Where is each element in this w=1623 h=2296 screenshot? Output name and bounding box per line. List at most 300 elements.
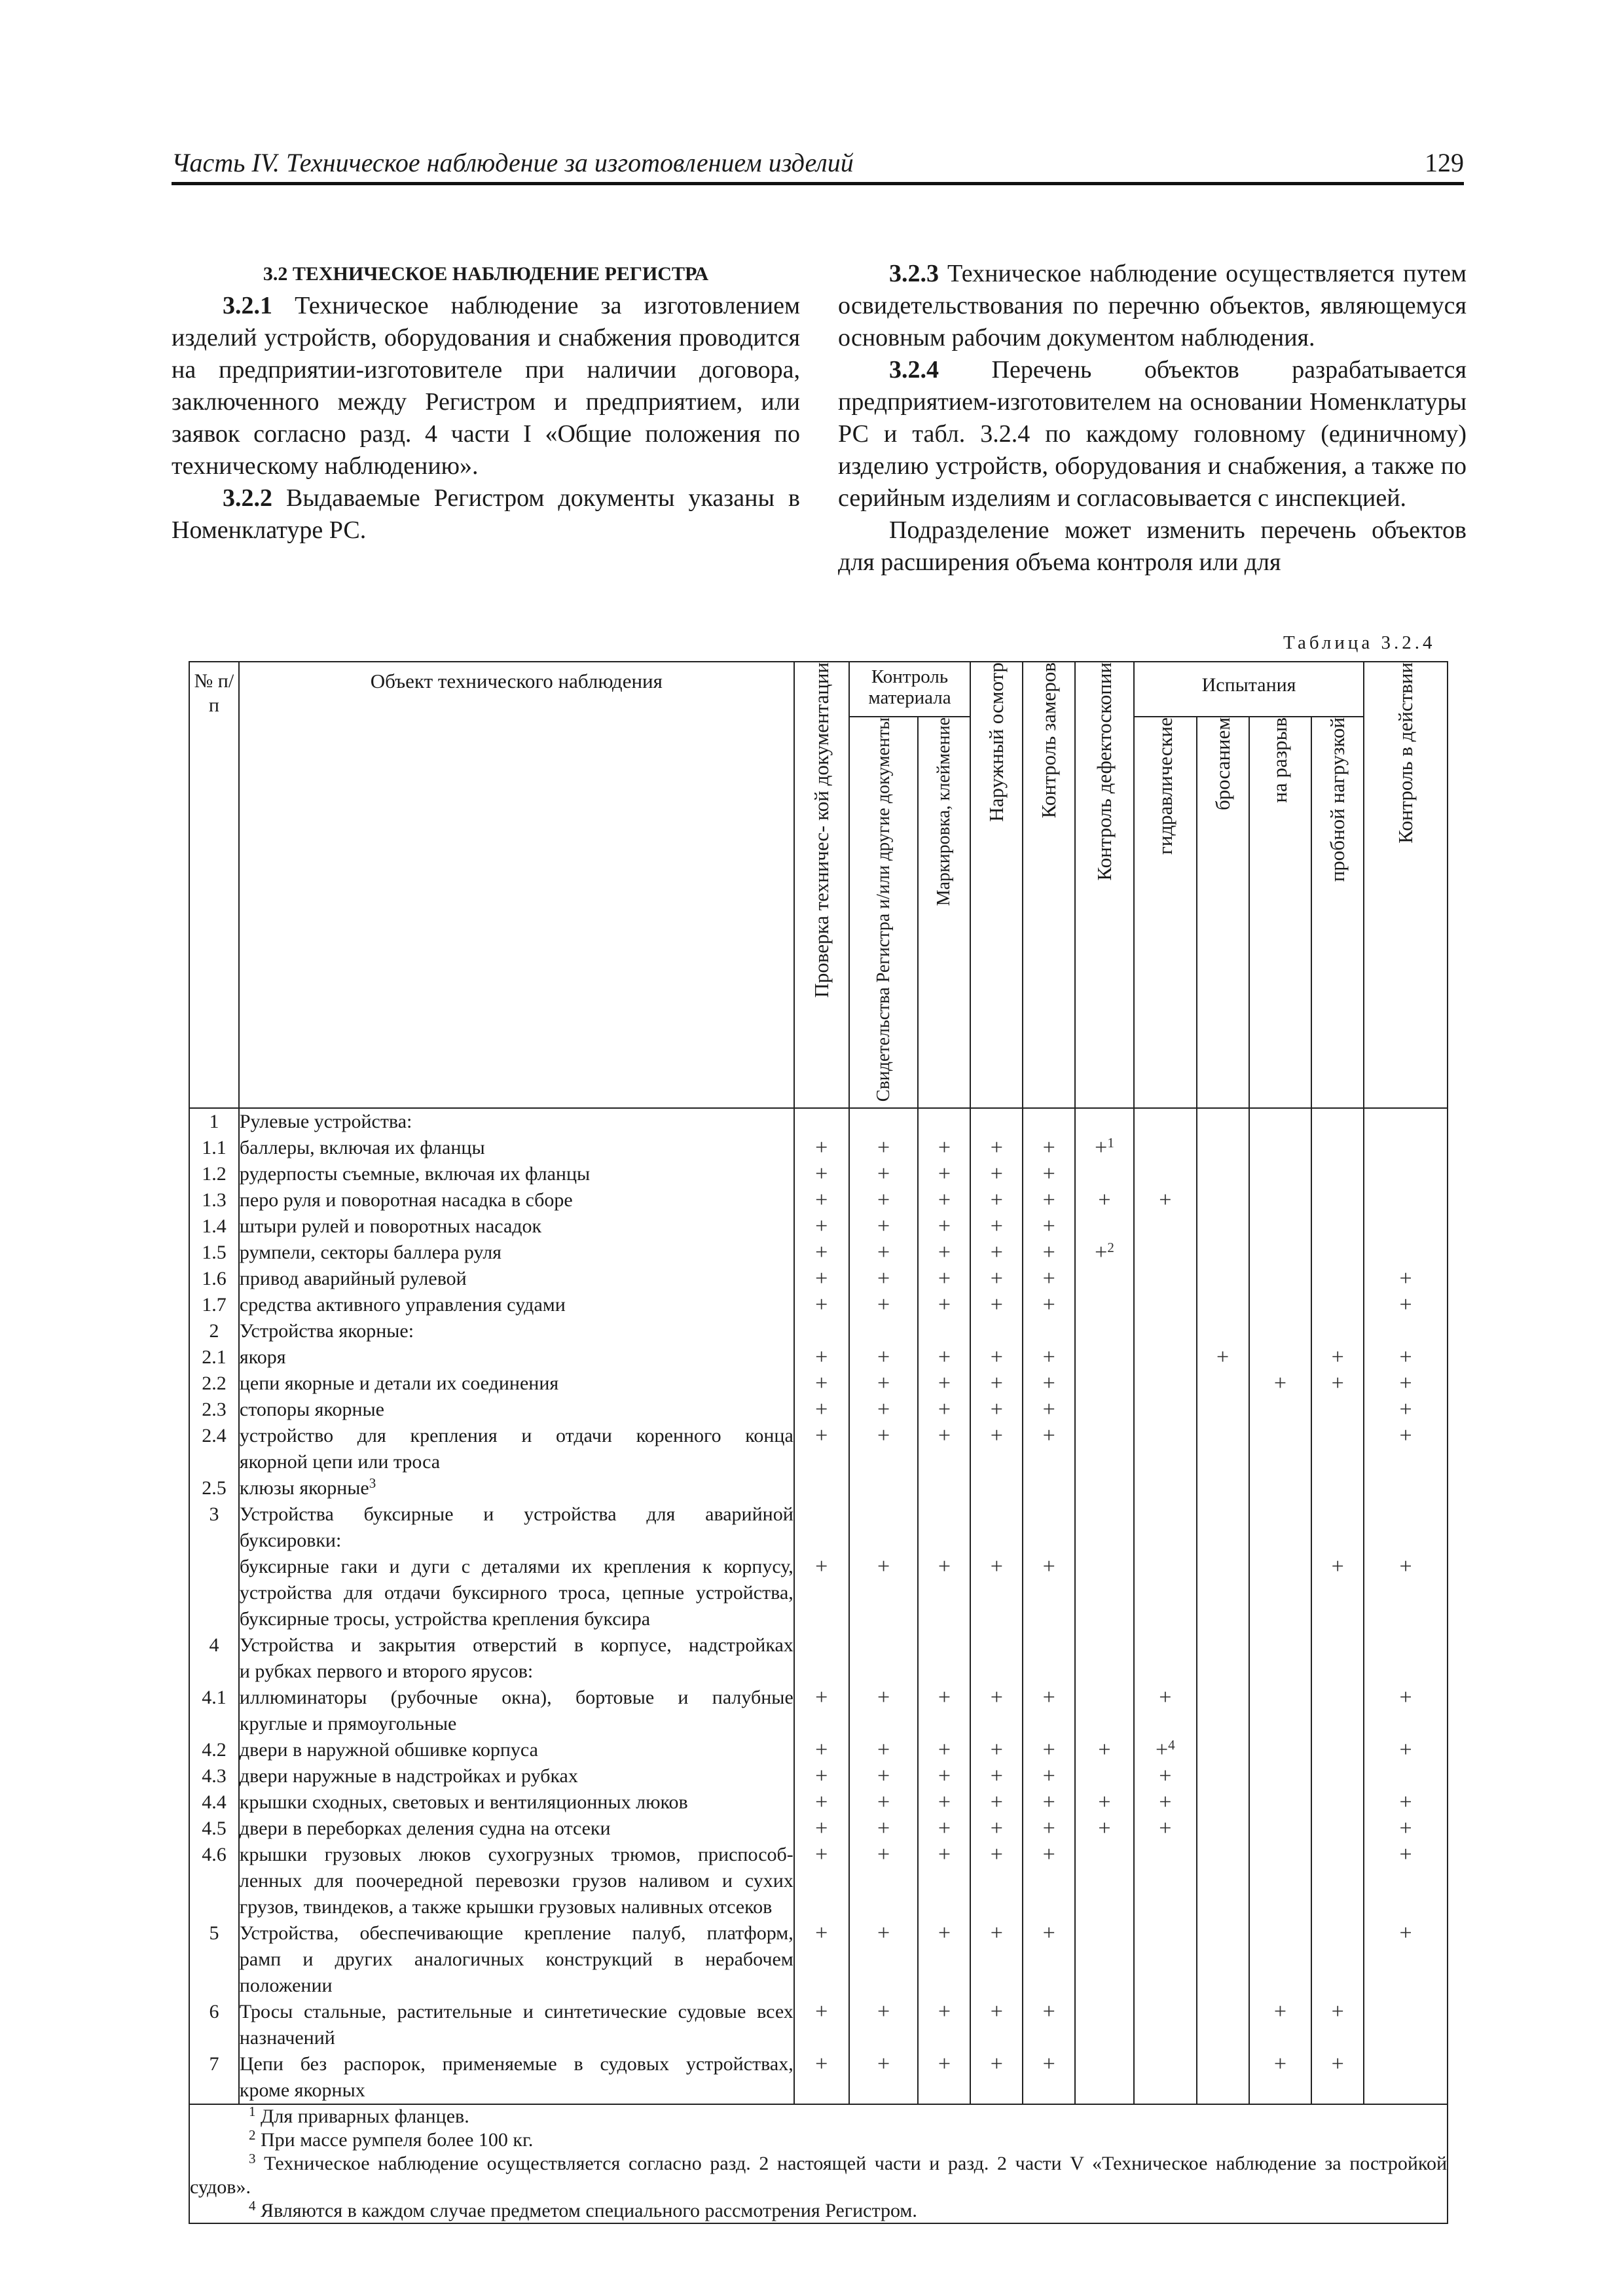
mark-slot	[1197, 1397, 1249, 1423]
mark-slot	[1076, 1868, 1133, 1894]
mark-slot	[795, 1632, 848, 1659]
object-line: румпели, секторы баллера руля	[239, 1242, 501, 1264]
plus-mark: +	[938, 1738, 951, 1763]
mark-slot	[1135, 1580, 1196, 1606]
row-number	[190, 1554, 238, 1580]
mark-slot	[1023, 1973, 1074, 1999]
plus-mark: +	[1159, 1790, 1172, 1815]
right-column	[838, 258, 1467, 579]
mark-slot	[1023, 1816, 1074, 1842]
mark-slot	[1023, 1763, 1074, 1789]
mark-slot	[1135, 1318, 1196, 1344]
col-drop: бросанием	[1197, 717, 1249, 1108]
col-hydraulic: гидравлические	[1134, 717, 1197, 1108]
plus-mark: +	[1331, 1371, 1344, 1396]
mark-slot	[1135, 1789, 1196, 1816]
mark-slot	[795, 1318, 848, 1344]
mark-slot	[1312, 1240, 1363, 1266]
plus-mark: +	[1399, 1790, 1412, 1815]
mark-slot	[971, 2025, 1022, 2051]
mark-slot	[1197, 1554, 1249, 1580]
mark-slot	[1076, 1580, 1133, 1606]
mark-slot	[1197, 1371, 1249, 1397]
object-line: буксировки:	[239, 1530, 342, 1552]
mark-slot	[971, 1580, 1022, 1606]
mark-slot	[1250, 1449, 1311, 1475]
mark-slot	[1197, 1318, 1249, 1344]
mark-slot	[971, 1606, 1022, 1632]
footnote: $^4$ Являются в каждом случае предметом специального рассмотрения Регистром.	[249, 2198, 917, 2222]
mark-slot	[1312, 1973, 1363, 1999]
mark-slot	[1197, 1266, 1249, 1292]
plus-mark: +	[1399, 1345, 1412, 1370]
mark-slot	[1076, 1763, 1133, 1789]
col-num: № п/п	[189, 662, 239, 1108]
plus-mark: +	[815, 1764, 828, 1789]
plus-mark: +	[1098, 1816, 1111, 1841]
mark-slot	[1076, 2025, 1133, 2051]
mark-slot	[850, 1109, 918, 1135]
mark-slot	[1312, 1161, 1363, 1187]
table-row	[189, 1108, 1448, 2104]
mark-slot	[1197, 1711, 1249, 1737]
mark-slot	[919, 1109, 970, 1135]
plus-mark: +	[815, 1554, 828, 1579]
mark-slot	[1312, 1109, 1363, 1135]
mark-slot	[919, 1161, 970, 1187]
object-line: штыри рулей и поворотных насадок	[239, 1215, 542, 1238]
mark-slot	[971, 1292, 1022, 1318]
object-line: двери наружные в надстройках и рубках	[239, 1765, 578, 1787]
mark-slot	[1250, 1685, 1311, 1711]
mark-slot	[1023, 1606, 1074, 1632]
mark-slot	[919, 1763, 970, 1789]
mark-slot	[971, 1999, 1022, 2025]
mark-slot	[1312, 2025, 1363, 2051]
plus-mark: +	[990, 1266, 1003, 1291]
mark-slot	[1364, 1397, 1447, 1423]
mark-slot	[971, 1711, 1022, 1737]
row-number: 1.4	[202, 1215, 227, 1238]
row-number: 4.1	[202, 1687, 227, 1709]
mark-slot	[1364, 2077, 1447, 2104]
object-line: стопоры якорные	[239, 1399, 384, 1421]
plus-mark: +	[1042, 1790, 1055, 1815]
row-number	[190, 1659, 238, 1685]
plus-mark: +	[938, 1397, 951, 1422]
mark-slot	[919, 1659, 970, 1685]
mark-slot	[1364, 2051, 1447, 2077]
mark-slot	[1250, 1135, 1311, 1161]
plus-mark: +	[938, 1554, 951, 1579]
mark-slot	[795, 1999, 848, 2025]
col-material-control: Контроль материала	[849, 662, 971, 717]
mark-slot	[1023, 1266, 1074, 1292]
mark-slot	[1135, 1685, 1196, 1711]
row-number	[190, 1894, 238, 1920]
mark-slot	[1023, 1475, 1074, 1501]
mark-slot	[971, 2077, 1022, 2104]
mark-slot	[1197, 1632, 1249, 1659]
mark-slot	[850, 1894, 918, 1920]
mark-slot	[1364, 1109, 1447, 1135]
plus-mark: +	[938, 1371, 951, 1396]
footnote-ref: 1	[1107, 1135, 1114, 1151]
mark-slot	[1197, 1973, 1249, 1999]
mark-slot	[919, 1423, 970, 1449]
mark-slot	[1250, 2077, 1311, 2104]
mark-slot	[1250, 1920, 1311, 1946]
mark-slot	[971, 1135, 1022, 1161]
mark-slot	[1364, 1449, 1447, 1475]
row-number	[190, 1946, 238, 1973]
mark-slot	[795, 1763, 848, 1789]
object-line: клюзы якорные$^3$	[239, 1475, 376, 1499]
row-number: 6	[209, 2001, 219, 2023]
mark-slot	[1023, 1554, 1074, 1580]
row-number: 1.7	[202, 1294, 227, 1316]
plus-mark: +	[1399, 1293, 1412, 1318]
mark-slot	[1076, 1397, 1133, 1423]
mark-slot	[1364, 1973, 1447, 1999]
mark-slot	[1197, 1816, 1249, 1842]
row-number: 1.5	[202, 1242, 227, 1264]
mark-slot	[795, 1685, 848, 1711]
mark-slot	[1023, 1737, 1074, 1763]
mark-slot	[1135, 1135, 1196, 1161]
mark-slot	[1023, 1685, 1074, 1711]
mark-slot	[850, 1789, 918, 1816]
plus-mark: +	[1042, 1424, 1055, 1448]
mark-slot	[1250, 1501, 1311, 1528]
mark-slot	[1197, 1423, 1249, 1449]
mark-cell	[1075, 1108, 1134, 2104]
mark-slot	[919, 1371, 970, 1397]
plus-mark: +	[1098, 1790, 1111, 1815]
mark-slot	[795, 1344, 848, 1371]
mark-slot	[1364, 1501, 1447, 1528]
object-line: устройство для крепления и отдачи коренного конца	[239, 1425, 793, 1447]
plus-mark: +	[815, 1790, 828, 1815]
row-number	[190, 1868, 238, 1894]
mark-slot	[1023, 1920, 1074, 1946]
object-line: и рубках первого и второго ярусов:	[239, 1660, 534, 1683]
paragraph-3-2-1: 3.2.1 Техническое наблюдение за изготовлением изделий устройств, оборудования и снабжения проводится на предприятии-изготовителе при наличии договора, заключенного между Регистром и предприятием, или заявок согласно разд. 4 части I «Общие положения по техническому наблюдению».	[172, 292, 800, 480]
plus-mark: +	[815, 1214, 828, 1239]
plus-mark: +	[877, 1214, 890, 1239]
mark-slot	[1312, 1842, 1363, 1868]
mark-slot	[1135, 1999, 1196, 2025]
object-line: буксирные гаки и дуги с деталями их крепления к корпусу,	[239, 1556, 793, 1578]
mark-slot	[1250, 1213, 1311, 1240]
mark-slot	[850, 2077, 918, 2104]
mark-slot	[1076, 2051, 1133, 2077]
paragraph-3-2-3: 3.2.3 Техническое наблюдение осуществляется путем освидетельствования по перечню объектов, являющемуся основным рабочим документом наблюдения.	[838, 260, 1467, 351]
mark-slot	[919, 2051, 970, 2077]
plus-mark: +	[1399, 1685, 1412, 1710]
mark-slot	[1023, 1894, 1074, 1920]
mark-slot	[850, 1449, 918, 1475]
mark-slot	[795, 1868, 848, 1894]
row-number: 4.5	[202, 1818, 227, 1840]
mark-slot	[1023, 2077, 1074, 2104]
mark-slot	[850, 1528, 918, 1554]
plus-mark: +	[1399, 1921, 1412, 1946]
mark-slot	[1312, 1292, 1363, 1318]
mark-slot	[1076, 1973, 1133, 1999]
plus-mark: +	[938, 1345, 951, 1370]
mark-slot	[795, 1659, 848, 1685]
plus-mark: +	[990, 1764, 1003, 1789]
mark-slot	[1312, 1711, 1363, 1737]
plus-mark: +	[1399, 1397, 1412, 1422]
mark-slot	[1364, 1606, 1447, 1632]
mark-slot	[919, 2025, 970, 2051]
row-number	[190, 1973, 238, 1999]
mark-slot	[850, 2025, 918, 2051]
row-number: 4.2	[202, 1739, 227, 1761]
mark-slot	[1135, 2025, 1196, 2051]
mark-slot	[1312, 1737, 1363, 1763]
mark-slot	[1197, 1292, 1249, 1318]
mark-slot	[919, 1475, 970, 1501]
row-number: 4.4	[202, 1791, 227, 1814]
plus-mark: +	[815, 1738, 828, 1763]
plus-mark: +	[938, 1293, 951, 1318]
mark-slot	[971, 1842, 1022, 1868]
mark-slot	[1197, 1920, 1249, 1946]
mark-slot	[795, 1528, 848, 1554]
mark-slot	[850, 1606, 918, 1632]
mark-slot	[1135, 1449, 1196, 1475]
mark-slot	[919, 1999, 970, 2025]
mark-slot	[1135, 1920, 1196, 1946]
plus-mark: +	[877, 1345, 890, 1370]
mark-slot	[1250, 1292, 1311, 1318]
plus-mark: +	[1399, 1554, 1412, 1579]
mark-slot	[1364, 2025, 1447, 2051]
row-number	[190, 2025, 238, 2051]
plus-mark: +	[990, 1424, 1003, 1448]
table-3-2-4	[189, 661, 1448, 2224]
mark-slot	[850, 2051, 918, 2077]
object-line: крышки грузовых люков сухогрузных трюмов, приспособ-	[239, 1844, 793, 1866]
mark-slot	[971, 1789, 1022, 1816]
plus-mark: +	[1159, 1188, 1172, 1213]
footnote-ref: 4	[1168, 1737, 1175, 1753]
footnote: $^3$ Техническое наблюдение осуществляется согласно разд. 2 настоящей части и разд. 2 части V «Техническое наблюдение за постройкой судов».	[190, 2151, 1447, 2198]
row-number: 7	[209, 2053, 219, 2075]
plus-mark: +	[1216, 1345, 1230, 1370]
mark-slot	[1023, 1946, 1074, 1973]
mark-slot	[1197, 1109, 1249, 1135]
col-ndt: Контроль дефектоскопии	[1075, 662, 1134, 1108]
plus-mark: +	[1095, 1240, 1108, 1265]
mark-slot	[1023, 1397, 1074, 1423]
mark-slot	[1312, 1397, 1363, 1423]
row-number: 2.5	[202, 1477, 227, 1499]
plus-mark: +	[877, 1685, 890, 1710]
plus-mark: +	[1042, 1921, 1055, 1946]
mark-slot	[850, 1920, 918, 1946]
object-line: средства активного управления судами	[239, 1294, 566, 1316]
footnote: $^1$ Для приварных фланцев.	[249, 2104, 469, 2128]
mark-slot	[795, 1423, 848, 1449]
mark-slot	[1250, 1240, 1311, 1266]
mark-slot	[1076, 2077, 1133, 2104]
mark-slot	[971, 1501, 1022, 1528]
mark-slot	[1364, 1842, 1447, 1868]
mark-slot	[1023, 1371, 1074, 1397]
col-operation: Контроль в действии	[1364, 662, 1448, 1108]
row-number	[190, 1606, 238, 1632]
mark-slot	[1364, 1580, 1447, 1606]
mark-slot	[1364, 1161, 1447, 1187]
mark-slot	[1250, 1659, 1311, 1685]
mark-slot	[795, 1973, 848, 1999]
mark-slot	[1197, 2025, 1249, 2051]
mark-slot	[1135, 1737, 1196, 1763]
mark-slot	[1023, 1868, 1074, 1894]
mark-cell	[1311, 1108, 1364, 2104]
mark-slot	[919, 1344, 970, 1371]
mark-slot	[850, 1816, 918, 1842]
table-caption: Таблица 3.2.4	[1283, 632, 1436, 653]
plus-mark: +	[1331, 2000, 1344, 2024]
mark-slot	[1312, 1371, 1363, 1397]
plus-mark: +	[877, 1371, 890, 1396]
plus-mark: +	[877, 2000, 890, 2024]
plus-mark: +	[877, 1397, 890, 1422]
mark-slot	[1250, 1632, 1311, 1659]
mark-slot	[1135, 1397, 1196, 1423]
mark-slot	[1197, 1501, 1249, 1528]
object-line: крышки сходных, световых и вентиляционных люков	[239, 1791, 688, 1814]
mark-slot	[1076, 1946, 1133, 1973]
plus-mark: +	[877, 1293, 890, 1318]
row-number: 2.4	[202, 1425, 227, 1447]
mark-slot	[1364, 1213, 1447, 1240]
plus-mark: +	[1273, 2000, 1287, 2024]
mark-slot	[1076, 1344, 1133, 1371]
mark-slot	[1076, 1318, 1133, 1344]
object-line: иллюминаторы (рубочные окна), бортовые и палубные	[239, 1687, 793, 1709]
plus-mark: +	[815, 1188, 828, 1213]
mark-slot	[919, 1135, 970, 1161]
mark-slot	[1312, 2077, 1363, 2104]
mark-slot	[1250, 1737, 1311, 1763]
mark-slot	[1023, 2025, 1074, 2051]
object-line: положении	[239, 1975, 333, 1997]
plus-mark: +	[877, 1764, 890, 1789]
row-number: 5	[209, 1922, 219, 1945]
mark-slot	[1364, 1554, 1447, 1580]
mark-slot	[1135, 1292, 1196, 1318]
plus-mark: +	[815, 1345, 828, 1370]
plus-mark: +	[815, 1266, 828, 1291]
mark-slot	[971, 1737, 1022, 1763]
mark-slot	[850, 1501, 918, 1528]
mark-slot	[1312, 2051, 1363, 2077]
mark-slot	[1023, 1292, 1074, 1318]
mark-cell	[918, 1108, 970, 2104]
mark-slot	[1023, 1423, 1074, 1449]
mark-slot	[1250, 1894, 1311, 1920]
mark-cell	[1364, 1108, 1448, 2104]
mark-slot	[850, 1213, 918, 1240]
plus-mark: +	[1098, 1188, 1111, 1213]
mark-slot	[1250, 1868, 1311, 1894]
mark-slot	[1076, 1371, 1133, 1397]
plus-mark: +	[815, 2000, 828, 2024]
plus-mark: +	[877, 1266, 890, 1291]
plus-mark: +	[815, 1685, 828, 1710]
mark-slot	[1197, 1213, 1249, 1240]
mark-slot	[1076, 1475, 1133, 1501]
mark-slot	[1364, 1240, 1447, 1266]
mark-slot	[971, 1632, 1022, 1659]
plus-mark: +	[938, 1162, 951, 1187]
mark-slot	[1076, 1554, 1133, 1580]
num-cell	[189, 1108, 239, 2104]
mark-slot	[1197, 1868, 1249, 1894]
mark-slot	[1364, 1946, 1447, 1973]
mark-slot	[850, 1632, 918, 1659]
mark-slot	[971, 1423, 1022, 1449]
plus-mark: +	[1042, 1554, 1055, 1579]
mark-slot	[795, 1554, 848, 1580]
mark-slot	[971, 1685, 1022, 1711]
mark-slot	[1076, 1711, 1133, 1737]
paragraph-continued: Подразделение может изменить перечень объектов для расширения объема контроля или для	[838, 516, 1467, 576]
mark-slot	[1364, 1318, 1447, 1344]
mark-slot	[1023, 1789, 1074, 1816]
mark-slot	[850, 1685, 918, 1711]
mark-slot	[1135, 1973, 1196, 1999]
mark-slot	[1076, 1816, 1133, 1842]
plus-mark: +	[877, 1240, 890, 1265]
object-line: цепи якорные и детали их соединения	[239, 1372, 559, 1395]
object-line: буксирные тросы, устройства крепления буксира	[239, 1608, 651, 1630]
object-line: Устройства якорные:	[239, 1320, 414, 1342]
col-measurements: Контроль замеров	[1023, 662, 1075, 1108]
plus-mark: +	[1042, 2000, 1055, 2024]
mark-slot	[1135, 1842, 1196, 1868]
mark-slot	[1076, 1109, 1133, 1135]
mark-slot	[919, 1397, 970, 1423]
mark-slot	[1250, 1763, 1311, 1789]
mark-slot	[1197, 1606, 1249, 1632]
plus-mark: +	[938, 2052, 951, 2077]
mark-slot	[1312, 1475, 1363, 1501]
row-number	[190, 1528, 238, 1554]
mark-slot	[1312, 1999, 1363, 2025]
plus-mark: +	[990, 1188, 1003, 1213]
mark-slot	[1023, 1318, 1074, 1344]
mark-slot	[919, 1920, 970, 1946]
mark-slot	[1312, 1868, 1363, 1894]
plus-mark: +	[877, 1921, 890, 1946]
row-number: 1.2	[202, 1163, 227, 1185]
plus-mark: +	[1273, 1371, 1287, 1396]
mark-slot	[1135, 1475, 1196, 1501]
mark-slot	[1023, 1632, 1074, 1659]
mark-slot	[1135, 1946, 1196, 1973]
object-line: назначений	[239, 2027, 335, 2049]
mark-slot	[1364, 1632, 1447, 1659]
plus-mark: +	[938, 1842, 951, 1867]
object-line: якоря	[239, 1346, 286, 1369]
